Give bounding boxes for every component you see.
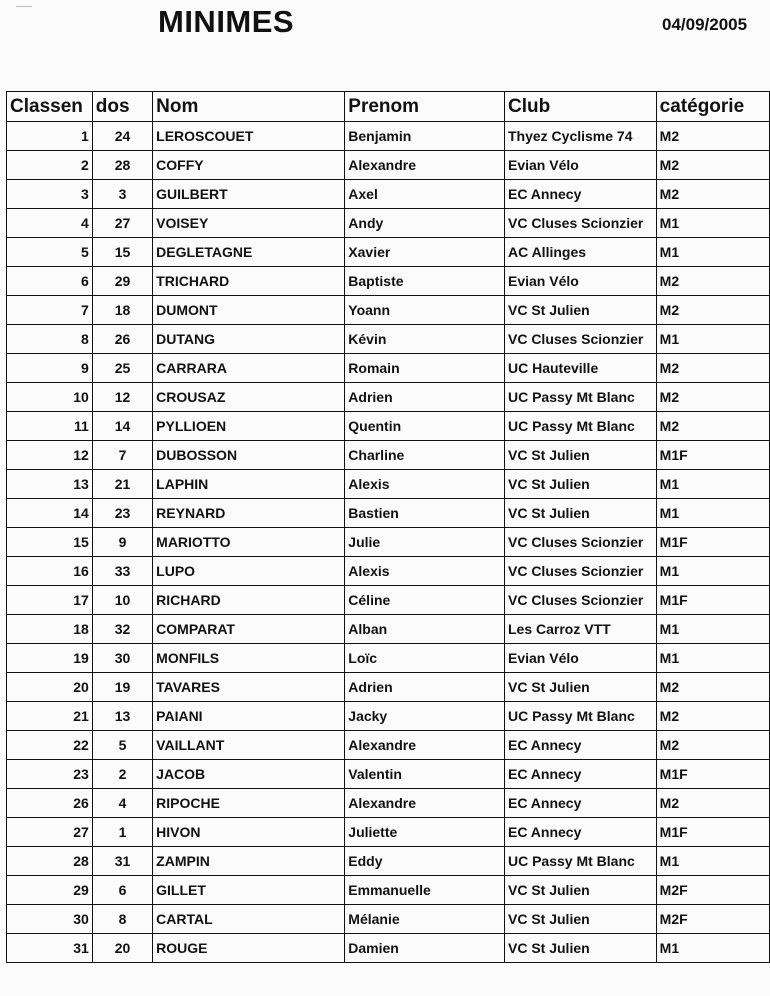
club-cell: VC St Julien (504, 470, 656, 499)
club-cell: UC Hauteville (504, 354, 656, 383)
column-header-firstname: Prenom (345, 92, 505, 122)
rank-cell: 31 (7, 934, 93, 963)
table-row (7, 412, 770, 441)
category-cell: M2 (656, 383, 769, 412)
bib-cell: 29 (92, 267, 152, 296)
lastname-cell: JACOB (153, 760, 345, 789)
lastname-cell: DEGLETAGNE (153, 238, 345, 267)
firstname-cell: Mélanie (345, 905, 505, 934)
category-cell: M2 (656, 702, 769, 731)
lastname-cell: PAIANI (153, 702, 345, 731)
bib-cell: 28 (92, 151, 152, 180)
rank-cell: 23 (7, 760, 93, 789)
club-cell: Evian Vélo (504, 151, 656, 180)
rank-cell: 16 (7, 557, 93, 586)
firstname-cell: Valentin (345, 760, 505, 789)
lastname-cell: LEROSCOUET (153, 122, 345, 151)
rank-cell: 12 (7, 441, 93, 470)
column-header-lastname: Nom (153, 92, 345, 122)
category-cell: M1 (656, 557, 769, 586)
club-cell: EC Annecy (504, 731, 656, 760)
rank-cell: 3 (7, 180, 93, 209)
firstname-cell: Bastien (345, 499, 505, 528)
lastname-cell: CARTAL (153, 905, 345, 934)
table-row (7, 528, 770, 557)
rank-cell: 15 (7, 528, 93, 557)
firstname-cell: Alexandre (345, 789, 505, 818)
category-cell: M2F (656, 905, 769, 934)
rank-cell: 6 (7, 267, 93, 296)
rank-cell: 9 (7, 354, 93, 383)
rank-cell: 8 (7, 325, 93, 354)
rank-cell: 30 (7, 905, 93, 934)
table-row (7, 934, 770, 963)
table-header (7, 92, 770, 122)
bib-cell: 33 (92, 557, 152, 586)
club-cell: VC St Julien (504, 876, 656, 905)
category-cell: M2 (656, 673, 769, 702)
rank-cell: 11 (7, 412, 93, 441)
category-cell: M2 (656, 267, 769, 296)
club-cell: VC St Julien (504, 934, 656, 963)
lastname-cell: REYNARD (153, 499, 345, 528)
rank-cell: 28 (7, 847, 93, 876)
bib-cell: 32 (92, 615, 152, 644)
rank-cell: 26 (7, 789, 93, 818)
club-cell: UC Passy Mt Blanc (504, 702, 656, 731)
lastname-cell: ROUGE (153, 934, 345, 963)
lastname-cell: PYLLIOEN (153, 412, 345, 441)
table-row (7, 818, 770, 847)
lastname-cell: COMPARAT (153, 615, 345, 644)
club-cell: VC Cluses Scionzier (504, 325, 656, 354)
bib-cell: 2 (92, 760, 152, 789)
category-cell: M1 (656, 934, 769, 963)
table-row (7, 905, 770, 934)
club-cell: Evian Vélo (504, 644, 656, 673)
club-cell: VC Cluses Scionzier (504, 586, 656, 615)
lastname-cell: COFFY (153, 151, 345, 180)
club-cell: VC Cluses Scionzier (504, 528, 656, 557)
bib-cell: 13 (92, 702, 152, 731)
category-cell: M1F (656, 818, 769, 847)
bib-cell: 20 (92, 934, 152, 963)
firstname-cell: Baptiste (345, 267, 505, 296)
lastname-cell: MONFILS (153, 644, 345, 673)
firstname-cell: Emmanuelle (345, 876, 505, 905)
bib-cell: 23 (92, 499, 152, 528)
club-cell: Evian Vélo (504, 267, 656, 296)
category-cell: M2 (656, 122, 769, 151)
firstname-cell: Charline (345, 441, 505, 470)
rank-cell: 2 (7, 151, 93, 180)
lastname-cell: HIVON (153, 818, 345, 847)
category-cell: M1 (656, 644, 769, 673)
club-cell: UC Passy Mt Blanc (504, 412, 656, 441)
table-row (7, 122, 770, 151)
firstname-cell: Quentin (345, 412, 505, 441)
lastname-cell: CARRARA (153, 354, 345, 383)
category-cell: M2 (656, 151, 769, 180)
table-row (7, 789, 770, 818)
club-cell: VC St Julien (504, 673, 656, 702)
table-row (7, 296, 770, 325)
club-cell: VC St Julien (504, 296, 656, 325)
table-row (7, 760, 770, 789)
rank-cell: 14 (7, 499, 93, 528)
category-cell: M2 (656, 789, 769, 818)
club-cell: EC Annecy (504, 789, 656, 818)
category-cell: M1F (656, 441, 769, 470)
club-cell: EC Annecy (504, 180, 656, 209)
rank-cell: 29 (7, 876, 93, 905)
rank-cell: 17 (7, 586, 93, 615)
club-cell: VC Cluses Scionzier (504, 557, 656, 586)
firstname-cell: Andy (345, 209, 505, 238)
table-row (7, 586, 770, 615)
lastname-cell: VOISEY (153, 209, 345, 238)
firstname-cell: Yoann (345, 296, 505, 325)
firstname-cell: Céline (345, 586, 505, 615)
rank-cell: 22 (7, 731, 93, 760)
results-table (6, 91, 770, 963)
table-row (7, 354, 770, 383)
lastname-cell: TAVARES (153, 673, 345, 702)
bib-cell: 4 (92, 789, 152, 818)
lastname-cell: LUPO (153, 557, 345, 586)
column-header-club: Club (504, 92, 656, 122)
firstname-cell: Romain (345, 354, 505, 383)
rank-cell: 1 (7, 122, 93, 151)
table-row (7, 876, 770, 905)
rank-cell: 19 (7, 644, 93, 673)
category-cell: M1 (656, 209, 769, 238)
column-header-category: catégorie (656, 92, 769, 122)
club-cell: VC Cluses Scionzier (504, 209, 656, 238)
club-cell: EC Annecy (504, 818, 656, 847)
lastname-cell: CROUSAZ (153, 383, 345, 412)
bib-cell: 12 (92, 383, 152, 412)
firstname-cell: Alban (345, 615, 505, 644)
category-cell: M2 (656, 412, 769, 441)
table-row (7, 702, 770, 731)
bib-cell: 10 (92, 586, 152, 615)
header-row (7, 92, 770, 122)
club-cell: UC Passy Mt Blanc (504, 383, 656, 412)
firstname-cell: Loïc (345, 644, 505, 673)
firstname-cell: Alexis (345, 557, 505, 586)
firstname-cell: Xavier (345, 238, 505, 267)
scan-mark (16, 6, 32, 7)
club-cell: Les Carroz VTT (504, 615, 656, 644)
category-cell: M1 (656, 325, 769, 354)
category-cell: M2 (656, 354, 769, 383)
bib-cell: 25 (92, 354, 152, 383)
table-row (7, 383, 770, 412)
bib-cell: 7 (92, 441, 152, 470)
club-cell: AC Allinges (504, 238, 656, 267)
bib-cell: 9 (92, 528, 152, 557)
firstname-cell: Jacky (345, 702, 505, 731)
rank-cell: 18 (7, 615, 93, 644)
lastname-cell: DUBOSSON (153, 441, 345, 470)
category-cell: M2 (656, 731, 769, 760)
category-cell: M1 (656, 499, 769, 528)
club-cell: VC St Julien (504, 905, 656, 934)
rank-cell: 20 (7, 673, 93, 702)
table-row (7, 325, 770, 354)
table-row (7, 470, 770, 499)
category-cell: M1 (656, 615, 769, 644)
bib-cell: 8 (92, 905, 152, 934)
rank-cell: 5 (7, 238, 93, 267)
rank-cell: 21 (7, 702, 93, 731)
bib-cell: 15 (92, 238, 152, 267)
category-cell: M2 (656, 296, 769, 325)
bib-cell: 26 (92, 325, 152, 354)
bib-cell: 6 (92, 876, 152, 905)
bib-cell: 1 (92, 818, 152, 847)
firstname-cell: Kévin (345, 325, 505, 354)
table-row (7, 847, 770, 876)
bib-cell: 5 (92, 731, 152, 760)
lastname-cell: DUMONT (153, 296, 345, 325)
lastname-cell: RICHARD (153, 586, 345, 615)
table-row (7, 267, 770, 296)
firstname-cell: Juliette (345, 818, 505, 847)
lastname-cell: GILLET (153, 876, 345, 905)
firstname-cell: Julie (345, 528, 505, 557)
firstname-cell: Eddy (345, 847, 505, 876)
lastname-cell: ZAMPIN (153, 847, 345, 876)
bib-cell: 27 (92, 209, 152, 238)
category-cell: M1 (656, 238, 769, 267)
club-cell: VC St Julien (504, 499, 656, 528)
bib-cell: 24 (92, 122, 152, 151)
lastname-cell: VAILLANT (153, 731, 345, 760)
category-cell: M2F (656, 876, 769, 905)
bib-cell: 14 (92, 412, 152, 441)
firstname-cell: Adrien (345, 383, 505, 412)
firstname-cell: Adrien (345, 673, 505, 702)
firstname-cell: Alexandre (345, 151, 505, 180)
event-date: 04/09/2005 (662, 15, 748, 34)
bib-cell: 21 (92, 470, 152, 499)
lastname-cell: DUTANG (153, 325, 345, 354)
lastname-cell: MARIOTTO (153, 528, 345, 557)
table-row (7, 644, 770, 673)
column-header-rank: Classen (7, 92, 93, 122)
table-body (7, 122, 770, 963)
category-cell: M2 (656, 180, 769, 209)
table-row (7, 731, 770, 760)
table-row (7, 615, 770, 644)
club-cell: UC Passy Mt Blanc (504, 847, 656, 876)
table-row (7, 151, 770, 180)
firstname-cell: Damien (345, 934, 505, 963)
table-row (7, 209, 770, 238)
bib-cell: 3 (92, 180, 152, 209)
column-header-bib: dos (92, 92, 152, 122)
lastname-cell: TRICHARD (153, 267, 345, 296)
bib-cell: 18 (92, 296, 152, 325)
bib-cell: 30 (92, 644, 152, 673)
bib-cell: 19 (92, 673, 152, 702)
club-cell: Thyez Cyclisme 74 (504, 122, 656, 151)
lastname-cell: RIPOCHE (153, 789, 345, 818)
rank-cell: 10 (7, 383, 93, 412)
table-row (7, 441, 770, 470)
category-cell: M1 (656, 847, 769, 876)
club-cell: VC St Julien (504, 441, 656, 470)
bib-cell: 31 (92, 847, 152, 876)
table-row (7, 499, 770, 528)
firstname-cell: Axel (345, 180, 505, 209)
category-cell: M1F (656, 586, 769, 615)
firstname-cell: Alexandre (345, 731, 505, 760)
category-cell: M1F (656, 528, 769, 557)
firstname-cell: Benjamin (345, 122, 505, 151)
category-cell: M1 (656, 470, 769, 499)
category-cell: M1F (656, 760, 769, 789)
rank-cell: 27 (7, 818, 93, 847)
lastname-cell: GUILBERT (153, 180, 345, 209)
rank-cell: 7 (7, 296, 93, 325)
table-row (7, 180, 770, 209)
club-cell: EC Annecy (504, 760, 656, 789)
table-row (7, 238, 770, 267)
table-row (7, 557, 770, 586)
page-title: MINIMES (158, 4, 295, 39)
rank-cell: 4 (7, 209, 93, 238)
table-row (7, 673, 770, 702)
lastname-cell: LAPHIN (153, 470, 345, 499)
rank-cell: 13 (7, 470, 93, 499)
firstname-cell: Alexis (345, 470, 505, 499)
